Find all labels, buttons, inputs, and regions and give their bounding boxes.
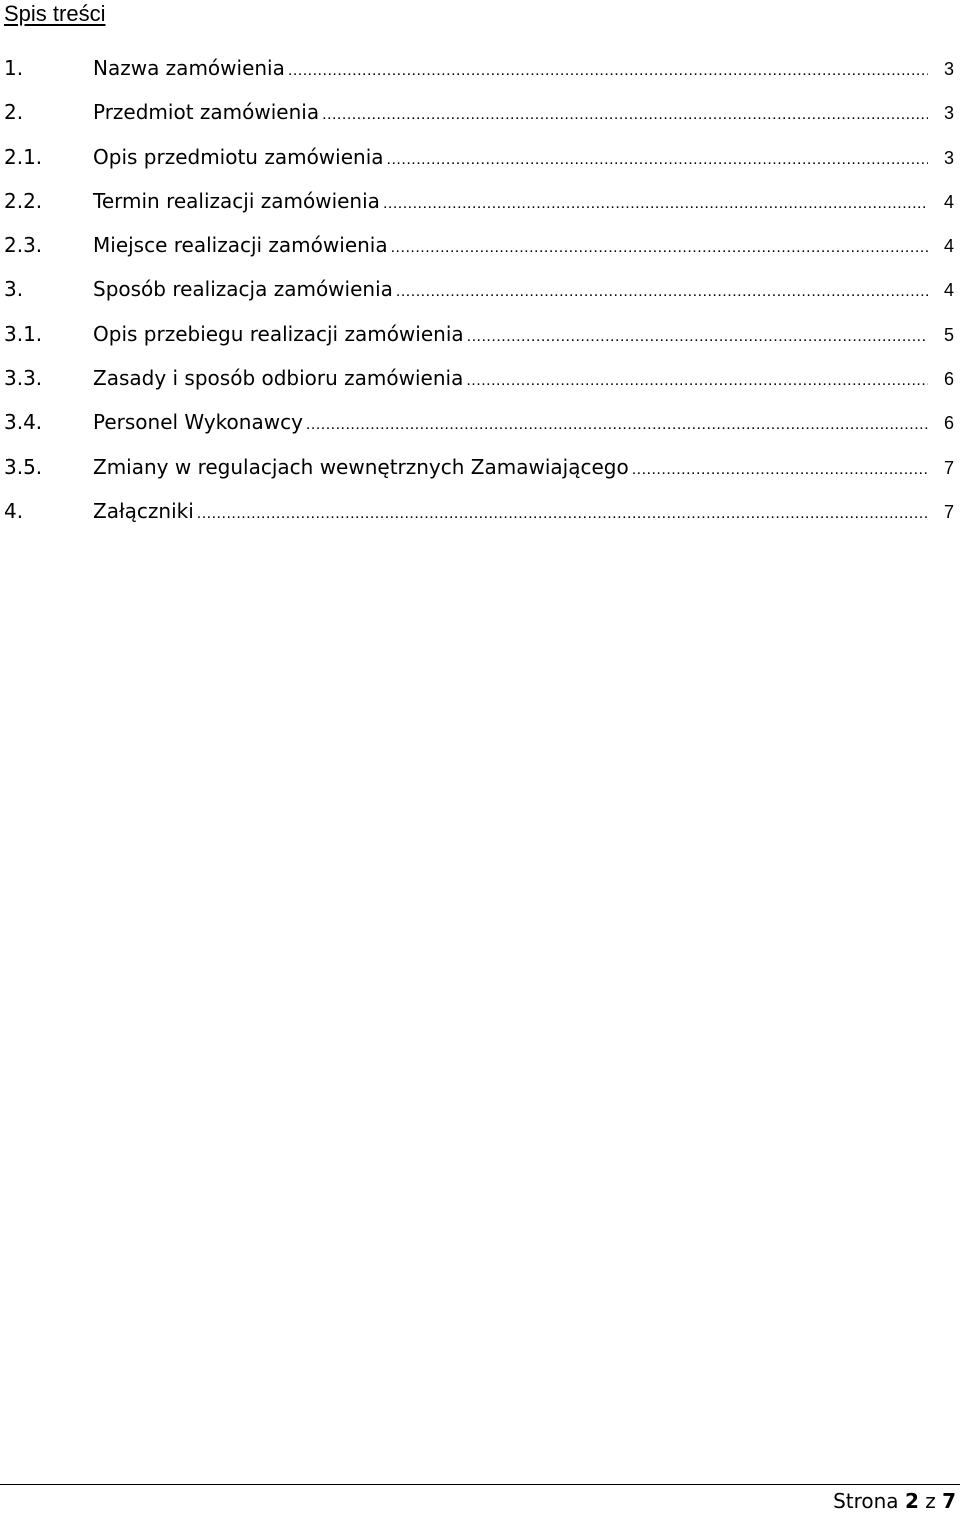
toc-entry-page: 3 [943,147,954,168]
page-footer [833,1488,956,1514]
toc-entry-title: Miejsce realizacji zamówienia [93,233,388,258]
toc-entry-page: 7 [943,501,954,522]
toc-entry-title: Personel Wykonawcy [93,410,303,435]
toc-entry-title: Załączniki [93,498,194,523]
toc-entry[interactable] [0,94,960,138]
toc-entry[interactable] [0,271,960,315]
toc-entry-page: 5 [943,324,954,345]
toc-entry-title: Opis przedmiotu zamówienia [93,144,384,169]
footer-divider [0,1484,960,1485]
toc-entry-number: 4. [4,498,24,523]
toc-entry[interactable] [0,316,960,360]
toc-entry-title: Przedmiot zamówienia [93,100,320,125]
toc-entry-number: 3.3. [4,366,43,391]
toc-dot-leader [396,274,928,310]
toc-entry-number: 1. [4,56,24,80]
toc-entry-page: 6 [943,369,954,390]
toc-entry[interactable] [0,404,960,448]
toc-entry-page: 3 [943,59,954,79]
toc-entry[interactable] [0,493,960,537]
toc-entry-title: Nazwa zamówienia [93,56,285,80]
toc-dot-leader [288,53,928,89]
footer-current-page: 2 [904,1489,919,1513]
toc-dot-leader [391,230,928,266]
footer-total-pages: 7 [942,1489,956,1513]
toc-entry[interactable] [0,227,960,271]
toc-entry-number: 3.5. [4,454,43,479]
toc-entry-page: 4 [943,236,954,257]
toc-entry-page: 7 [943,457,954,478]
toc-entry-page: 3 [943,103,954,124]
toc-entry-number: 2.2. [4,188,43,213]
toc-dot-leader [467,319,928,355]
toc-title[interactable]: Spis treści [4,1,106,26]
toc-entry[interactable] [0,139,960,183]
toc-entry-title: Sposób realizacja zamówienia [93,277,393,302]
toc-entry[interactable] [0,449,960,493]
toc-entry-number: 3. [4,277,24,302]
toc-dot-leader [322,97,928,133]
table-of-contents [0,50,960,537]
toc-entry-number: 3.1. [4,321,43,346]
toc-entry-page: 6 [943,413,954,434]
toc-entry-title: Zasady i sposób odbioru zamówienia [93,366,464,391]
toc-dot-leader [387,142,928,178]
toc-entry-number: 2.1. [4,144,43,169]
toc-dot-leader [197,496,928,532]
toc-entry-title: Zmiany w regulacjach wewnętrznych Zamawiającego [93,454,629,479]
toc-entry-number: 2.3. [4,233,43,258]
toc-entry[interactable] [0,360,960,404]
toc-entry-title: Termin realizacji zamówienia [93,188,380,213]
toc-entry[interactable] [0,50,960,94]
toc-entry-number: 3.4. [4,410,43,435]
toc-entry-page: 4 [943,191,954,212]
toc-dot-leader [466,363,928,399]
toc-entry-title: Opis przebiegu realizacji zamówienia [93,321,464,346]
footer-page-separator: z [925,1489,936,1513]
toc-dot-leader [632,452,928,488]
toc-entry-number: 2. [4,100,24,125]
toc-dot-leader [306,407,928,443]
footer-page-label: Strona [833,1489,899,1513]
toc-dot-leader [383,186,928,222]
toc-entry[interactable] [0,183,960,227]
toc-entry-page: 4 [943,280,954,301]
